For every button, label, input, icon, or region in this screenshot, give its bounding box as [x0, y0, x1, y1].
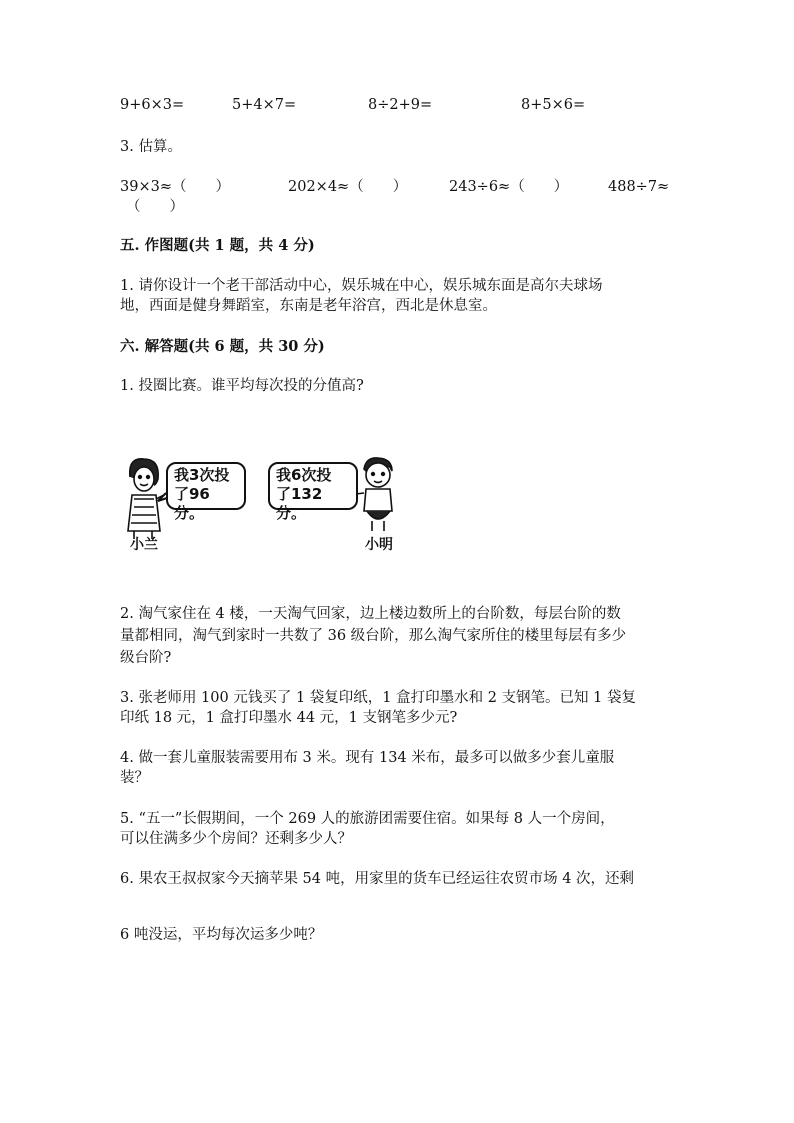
section6-q5-line1: 5. “五一”长假期间，一个 269 人的旅游团需要住宿。如果每 8 人一个房间，	[120, 811, 615, 827]
estimate-item-4-blank: （ ）	[126, 199, 184, 215]
section6-q6-line1: 6. 果农王叔叔家今天摘苹果 54 吨，用家里的货车已经运往农贸市场 4 次，还剩	[120, 871, 635, 887]
right-speech-bubble	[268, 462, 358, 522]
arith-item-2: 5+4×7=	[232, 97, 297, 113]
left-speech-bubble	[166, 462, 246, 522]
arith-item-4: 8+5×6=	[521, 97, 586, 113]
section6-q5-line2: 可以住满多少个房间？还剩多少人？	[120, 831, 352, 847]
section5-title: 五. 作图题(共 1 题，共 4 分)	[120, 237, 315, 254]
section6-q2-line1: 2. 淘气家住在 4 楼，一天淘气回家，边上楼边数所上的台阶数，每层台阶的数	[120, 606, 621, 622]
section6-q2-line3: 级台阶?	[120, 650, 172, 666]
girl-name-label: 小兰	[130, 537, 158, 553]
section6-title: 六. 解答题(共 6 题，共 30 分)	[120, 338, 325, 355]
section6-q1: 1. 投圈比赛。谁平均每次投的分值高?	[120, 378, 364, 394]
right-bubble-line2: 了132分。	[276, 485, 323, 522]
estimate-item-1: 39×3≈（ ）	[120, 179, 230, 195]
estimate-heading: 3. 估算。	[120, 139, 182, 155]
right-bubble-line1: 我6次投	[276, 466, 332, 484]
section6-q6-line2: 6 吨没运，平均每次运多少吨？	[120, 927, 323, 943]
boy-name-label: 小明	[365, 537, 393, 553]
section5-q1-line2: 地，西面是健身舞蹈室，东南是老年浴宫，西北是休息室。	[120, 298, 497, 314]
throw-ring-illustration	[120, 455, 412, 565]
section6-q4-line1: 4. 做一套儿童服装需要用布 3 米。现有 134 米布，最多可以做多少套儿童服	[120, 750, 615, 766]
section6-q3-line1: 3. 张老师用 100 元钱买了 1 袋复印纸，1 盒打印墨水和 2 支钢笔。已知 1 袋复	[120, 690, 637, 706]
section5-q1-line1: 1. 请你设计一个老干部活动中心，娱乐城在中心，娱乐城东面是高尔夫球场	[120, 278, 603, 294]
section6-q2-line2: 量都相同，淘气到家时一共数了 36 级台阶，那么淘气家所住的楼里每层有多少	[120, 628, 627, 644]
estimate-item-3: 243÷6≈（ ）	[449, 179, 569, 195]
section6-q4-line2: 装？	[120, 770, 149, 786]
section6-q3-line2: 印纸 18 元，1 盒打印墨水 44 元，1 支钢笔多少元?	[120, 710, 458, 726]
arith-item-3: 8÷2+9=	[368, 97, 433, 113]
left-bubble-line2: 了96分。	[174, 485, 210, 522]
estimate-item-2: 202×4≈（ ）	[288, 179, 408, 195]
estimate-item-4: 488÷7≈	[608, 179, 670, 195]
left-bubble-line1: 我3次投	[174, 466, 230, 484]
arith-item-1: 9+6×3=	[120, 97, 185, 113]
